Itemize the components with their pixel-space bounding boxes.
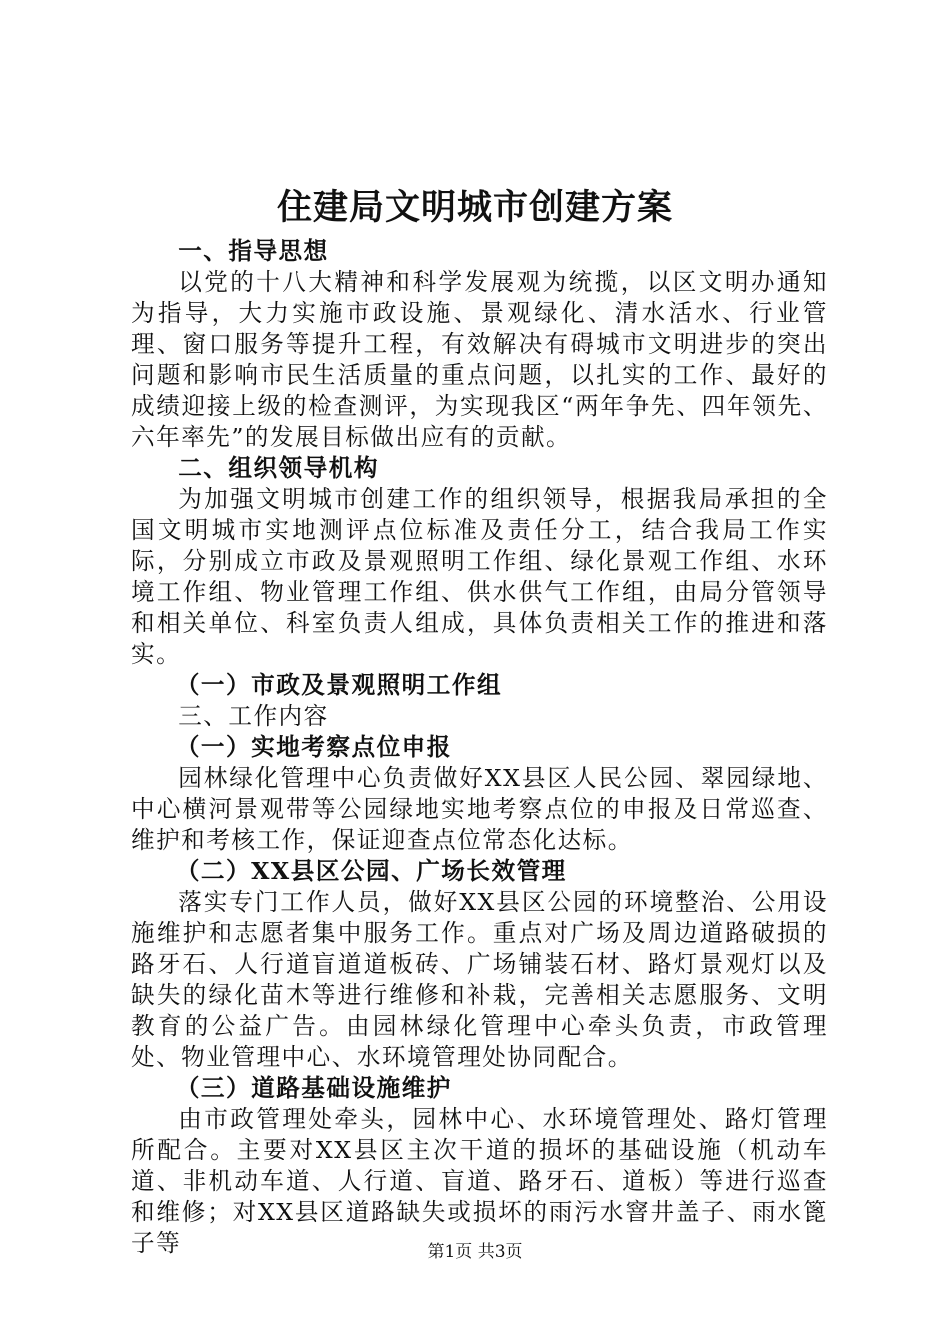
section-heading: 一、指导思想 xyxy=(178,237,329,265)
paragraph: 由市政管理处牵头，园林中心、水环境管理处、路灯管理所配合。主要对XX县区主次干道的损坏的基础设施（机动车道、非机动车道、人行道、盲道、路牙石、道板）等进行巡查和维修；对XX县区道路缺失或损坏的雨污水窨井盖子、雨水篦子等 xyxy=(131,1105,828,1257)
subsection-heading: （一）实地考察点位申报 xyxy=(175,733,452,761)
document-body xyxy=(131,236,828,1259)
document-title: 住建局文明城市创建方案 xyxy=(276,187,673,228)
paragraph: 以党的十八大精神和科学发展观为统揽，以区文明办通知为指导，大力实施市政设施、景观绿化、清水活水、行业管理、窗口服务等提升工程，有效解决有碍城市文明进步的突出问题和影响市民生活质量的重点问题，以扎实的工作、最好的成绩迎接上级的检查测评，为实现我区“两年争先、四年领先、六年率先”的发展目标做出应有的贡献。 xyxy=(131,268,828,451)
paragraph: 园林绿化管理中心负责做好XX县区人民公园、翠园绿地、中心横河景观带等公园绿地实地考察点位的申报及日常巡查、维护和考核工作，保证迎查点位常态化达标。 xyxy=(131,764,828,854)
paragraph: 为加强文明城市创建工作的组织领导，根据我局承担的全国文明城市实地测评点位标准及责任分工，结合我局工作实际，分别成立市政及景观照明工作组、绿化景观工作组、水环境工作组、物业管理工作组、供水供气工作组，由局分管领导和相关单位、科室负责人组成，具体负责相关工作的推进和落实。 xyxy=(131,485,828,668)
paragraph: 落实专门工作人员，做好XX县区公园的环境整治、公用设施维护和志愿者集中服务工作。重点对广场及周边道路破损的路牙石、人行道盲道道板砖、广场铺装石材、路灯景观灯以及缺失的绿化苗木等进行维修和补栽，完善相关志愿服务、文明教育的公益广告。由园林绿化管理中心牵头负责，市政管理处、物业管理中心、水环境管理处协同配合。 xyxy=(131,888,828,1071)
section-heading: 二、组织领导机构 xyxy=(178,454,379,482)
subsection-heading: （一）市政及景观照明工作组 xyxy=(175,671,503,699)
page-number-footer: 第1页 共3页 xyxy=(427,1242,523,1262)
subsection-heading: （三）道路基础设施维护 xyxy=(175,1074,452,1102)
section-heading: 三、工作内容 xyxy=(178,702,329,730)
subsection-heading: （二）XX县区公园、广场长效管理 xyxy=(175,857,567,885)
